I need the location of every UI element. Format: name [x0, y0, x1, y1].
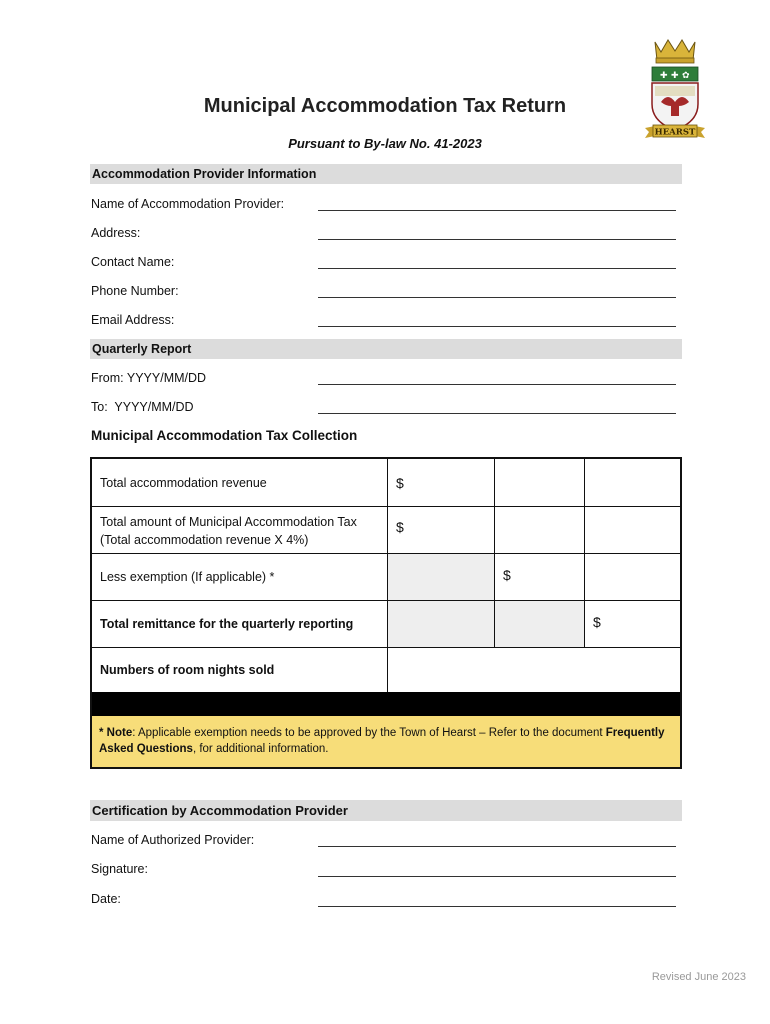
tax-collection-heading: Municipal Accommodation Tax Collection — [91, 428, 358, 443]
note-prefix: * Note — [99, 727, 133, 739]
revenue-col2-cell — [495, 459, 585, 507]
note-text: : Applicable exemption needs to be approved by the Town of Hearst – Refer to the document — [132, 727, 606, 739]
authorized-provider-label: Name of Authorized Provider: — [91, 833, 255, 847]
remittance-amount-cell[interactable] — [585, 601, 680, 648]
tax-amount-cell[interactable] — [388, 507, 495, 554]
provider-name-label: Name of Accommodation Provider: — [91, 197, 285, 211]
room-nights-field[interactable] — [388, 648, 680, 692]
revenue-currency: $ — [396, 475, 404, 491]
from-date-field[interactable] — [318, 384, 676, 385]
contact-name-label: Contact Name: — [91, 255, 175, 269]
revenue-label-cell — [92, 459, 388, 507]
email-address-field[interactable] — [318, 326, 676, 327]
date-field[interactable] — [318, 906, 676, 907]
svg-text:✚: ✚ — [671, 71, 679, 81]
exemption-col3-cell — [585, 554, 680, 601]
note-doc-title: Frequently Asked Questions — [99, 727, 665, 755]
quarterly-report-header: Quarterly Report — [90, 339, 682, 359]
tax-amount-label: Total amount of Municipal Accommodation Tax — [100, 515, 357, 529]
room-nights-label-cell — [92, 648, 388, 692]
svg-text:✚: ✚ — [660, 71, 668, 81]
address-label: Address: — [91, 226, 141, 240]
revenue-amount-cell[interactable] — [388, 459, 495, 507]
revision-note: Revised June 2023 — [651, 971, 746, 983]
tax-col3-cell — [585, 507, 680, 554]
signature-label: Signature: — [91, 862, 148, 876]
note-suffix: , for additional information. — [192, 743, 329, 755]
address-field[interactable] — [318, 239, 676, 240]
to-date-label: To: YYYY/MM/DD — [91, 400, 194, 414]
tax-collection-table — [90, 457, 682, 769]
phone-number-label: Phone Number: — [91, 284, 179, 298]
signature-field[interactable] — [318, 876, 676, 877]
provider-name-field[interactable] — [318, 210, 676, 211]
remittance-shaded-cell-1 — [388, 601, 495, 648]
tax-amount-formula: (Total accommodation revenue X 4%) — [100, 533, 309, 547]
crest-banner-text: HEARST — [654, 127, 696, 138]
exemption-label-cell — [92, 554, 388, 601]
tax-currency: $ — [396, 519, 404, 535]
exemption-currency: $ — [503, 567, 511, 583]
remittance-shaded-cell-2 — [495, 601, 585, 648]
authorized-provider-field[interactable] — [318, 846, 676, 847]
revenue-col3-cell — [585, 459, 680, 507]
remittance-label-cell — [92, 601, 388, 648]
exemption-label: Less exemption (If applicable) * — [100, 570, 275, 584]
tax-col2-cell — [495, 507, 585, 554]
svg-text:✿: ✿ — [682, 71, 690, 81]
phone-number-field[interactable] — [318, 297, 676, 298]
contact-name-field[interactable] — [318, 268, 676, 269]
email-address-label: Email Address: — [91, 313, 175, 327]
exemption-amount-cell[interactable] — [495, 554, 585, 601]
page-title: Municipal Accommodation Tax Return — [203, 95, 567, 117]
tax-amount-label-cell — [92, 507, 388, 554]
certification-header: Certification by Accommodation Provider — [90, 800, 682, 821]
exemption-note — [92, 716, 680, 767]
remittance-currency: $ — [593, 614, 601, 630]
remittance-label: Total remittance for the quarterly reporting — [100, 617, 354, 631]
exemption-shaded-cell — [388, 554, 495, 601]
revenue-label: Total accommodation revenue — [100, 476, 267, 490]
to-date-field[interactable] — [318, 413, 676, 414]
from-date-label: From: YYYY/MM/DD — [91, 371, 207, 385]
room-nights-label: Numbers of room nights sold — [100, 663, 275, 677]
table-divider-band — [92, 692, 680, 716]
hearst-crest-logo — [641, 36, 709, 142]
provider-info-header: Accommodation Provider Information — [90, 164, 682, 184]
page-subtitle: Pursuant to By-law No. 41-2023 — [288, 136, 482, 151]
date-label: Date: — [91, 892, 121, 906]
